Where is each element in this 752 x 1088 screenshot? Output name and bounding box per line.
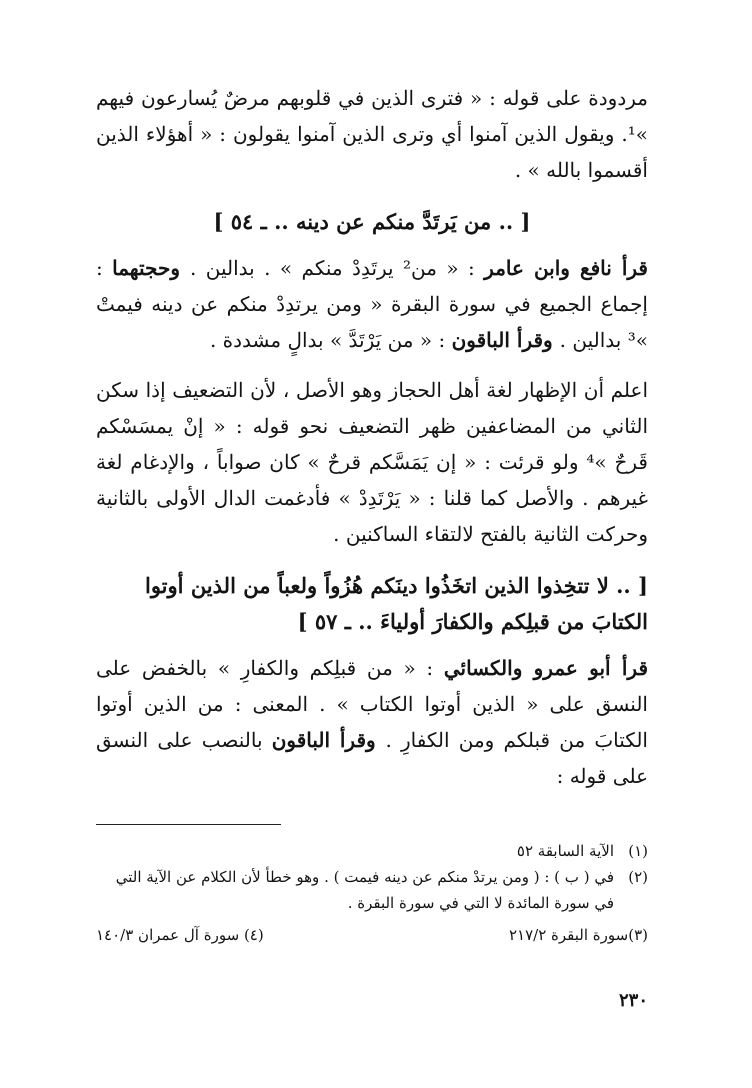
paragraph-1-text: مردودة على قوله : « فترى الذين في قلوبهم مرضٌ يُسارعون فيهم »¹. ويقول الذين آمنوا أي وترى الذين آمنوا يقولون : « أهؤلاء الذين أقسموا بالله » .: [96, 86, 648, 182]
footnote-row-3-4: [96, 922, 648, 948]
reader-lead-others: وقرأ الباقون: [451, 328, 560, 352]
paragraph-4-text-b: بالنصب على النسق على قوله :: [96, 728, 648, 788]
footnote-2: [96, 864, 648, 890]
paragraph-3-text: اعلم أن الإظهار لغة أهل الحجاز وهو الأصل ، لأن التضعيف إذا سكن الثاني من المضاعفين ظهر التضعيف نحو قوله : « إنْ يمسَسْكم قَرحٌ »⁴ ولو قرئت : « إن يَمَسَّكم قرحٌ » كان صواباً ، والإدغام لغة غيرهم . والأصل كما قلنا : « يَرْتَدِدْ » فأدغمت الدال الأولى بالثانية وحركت الثانية بالفتح لالتقاء الساكنين .: [96, 378, 648, 546]
page-number: ٢٣٠: [618, 990, 648, 1011]
footnote-2-text: في ( ب ) : ( ومن يرتدْ منكم عن دينه فيمت ) . وهو خطأ لأن الكلام عن الآية التي: [115, 868, 614, 886]
verse-heading-57: [ .. لا تتخِذوا الذين اتخَذُوا دينَكم هُزُواً ولعباً من الذين أوتوا الكتابَ من قبلِكم والكفارَ أولياءَ .. ـ ٥٧ ]: [145, 573, 648, 634]
paragraph-3: [96, 372, 648, 552]
footnote-3-number: (٣): [628, 926, 648, 944]
paragraph-2-text-a: : « من² يرتَدِدْ منكم » . بدالين .: [190, 256, 485, 280]
footnote-4: [96, 922, 264, 948]
verse-heading-54: [ .. من يَرتَدَّ منكم عن دينه .. ـ ٥٤ ]: [213, 209, 531, 234]
footnote-1-number: (١): [628, 842, 648, 860]
reader-lead-nafi: قرأ نافع وابن عامر: [484, 256, 648, 280]
footnote-2-number: (٢): [628, 868, 648, 886]
page-body: [96, 80, 648, 794]
footnote-1: [96, 838, 648, 864]
footnote-divider: [96, 824, 281, 825]
footnote-4-text: سورة آل عمران ١٤٠/٣: [96, 926, 240, 944]
footnote-2-continuation: في سورة المائدة لا التي في سورة البقرة .: [347, 894, 614, 912]
paragraph-2-text-b: : إجماع الجميع في سورة البقرة « ومن يرتدِدْ منكم عن دينه فيمتْ »³ بدالين .: [96, 256, 648, 352]
paragraph-4: [96, 650, 648, 794]
footnote-3: [509, 922, 648, 948]
footnote-1-text: الآية السابقة ٥٢: [516, 842, 614, 860]
paragraph-1: [96, 80, 648, 188]
footnotes: [96, 838, 648, 948]
footnote-4-number: (٤): [243, 926, 264, 944]
paragraph-2-text-c: : « من يَرْتَدَّ » بدالٍ مشددة .: [209, 328, 452, 352]
footnote-3-text: سورة البقرة ٢١٧/٢: [508, 926, 629, 944]
reader-lead-abu-amr: قرأ أبو عمرو والكسائي: [443, 656, 649, 680]
paragraph-2: [96, 250, 648, 358]
paragraph-4-text-a: : « من قبلِكم والكفارِ » بالخفض على النسق على « الذين أوتوا الكتاب » . المعنى : من الذين أوتوا الكتابَ من قبلكم ومن الكفارِ .: [96, 656, 648, 752]
reader-lead-others-2: وقرأ الباقون: [271, 728, 386, 752]
argument-lead: وحجتهما: [112, 256, 190, 280]
